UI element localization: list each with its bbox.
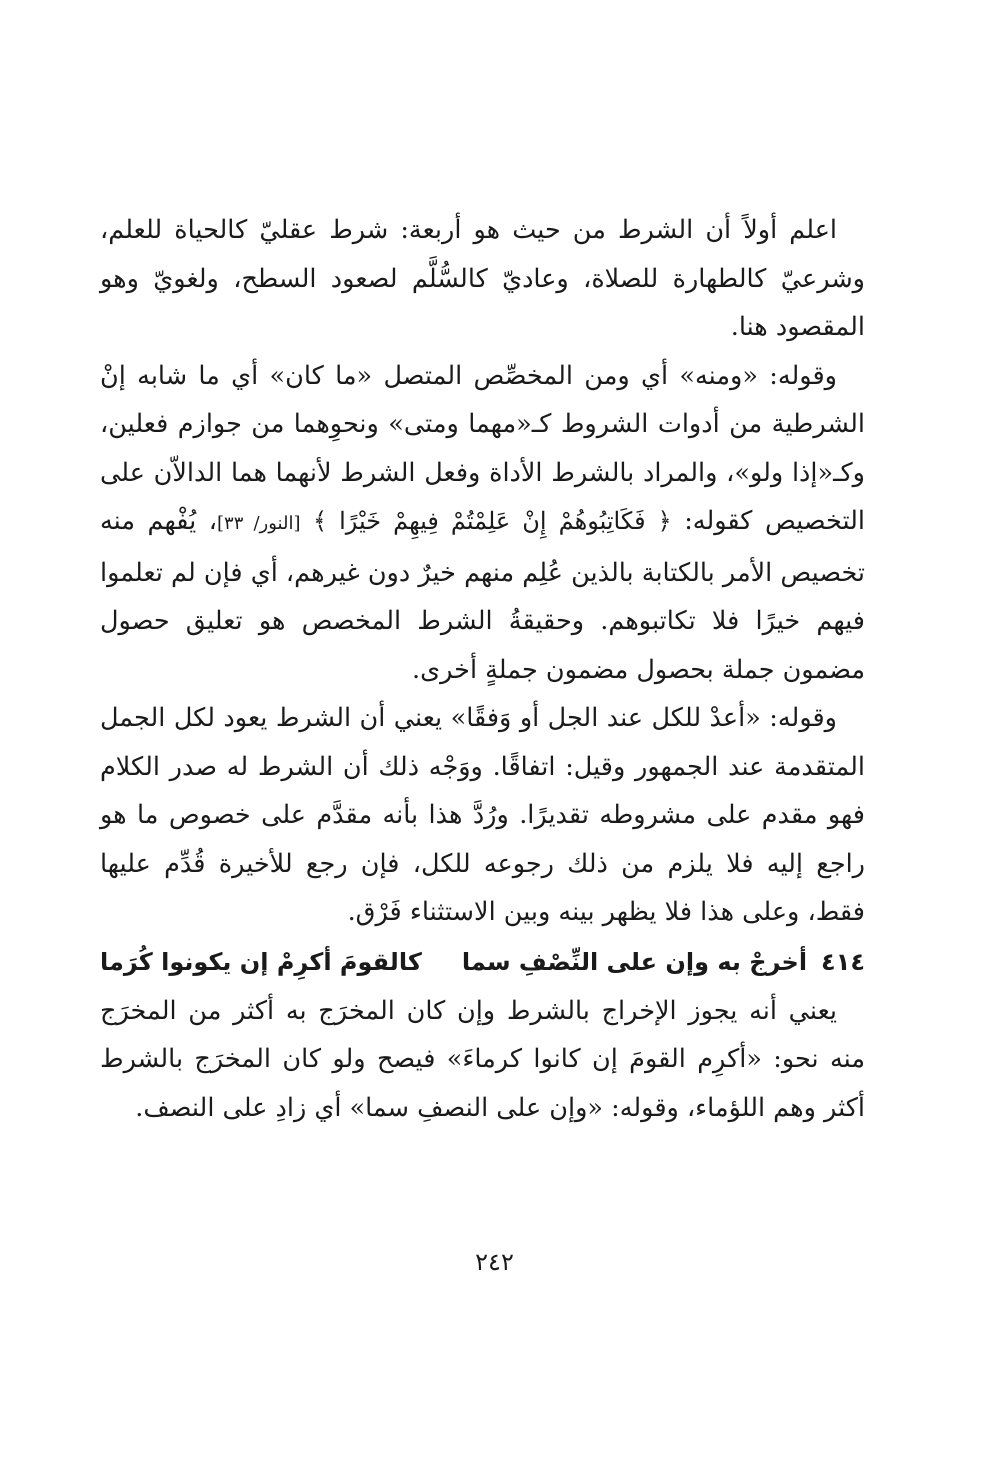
paragraph-text: ، يُفْهم منه تخصيص الأمر بالكتابة بالذين عُلِم منهم خيرٌ دون غيرهم، أي فإن لم تعلموا فيهم خيرًا فلا تكاتبوهم. وحقيقةُ الشرط المخصص هو تعليق حصول مضمون جملة بحصول مضمون جملةٍ أخرى.	[100, 506, 865, 685]
paragraph-verse-commentary: يعني أنه يجوز الإخراج بالشرط وإن كان المخرَج به أكثر من المخرَج منه نحو: «أكرِم القومَ إن كانوا كرماءَ» فيصح ولو كان المخرَج بالشرط أكثر وهم اللؤماء، وقوله: «وإن على النصفِ سما» أي زادِ على النصف.	[100, 995, 865, 1123]
verse-first-hemistich: أخرجْ به وإن على النِّصْفِ سما	[461, 947, 808, 976]
verse-second-hemistich: كالقومَ أكرِمْ إن يكونوا كُرَما	[100, 947, 422, 976]
paragraph-text: وقوله: «ومنه» أي ومن المخصِّص المتصل «ما كان» أي ما شابه إنْ الشرطية من أدوات الشروط كـ«مهما ومتى» ونحوِهما من جوازم فعلين، وكـ«إذا ولو»، والمراد بالشرط الأداة وفعل الشرط لأنهما هما الدالاّن على التخصيص كقوله:	[100, 360, 866, 536]
poem-verse	[100, 937, 865, 987]
quran-verse: ﴿ فَكَاتِبُوهُمْ إِنْ عَلِمْتُمْ فِيهِمْ خَيْرًا ﴾	[313, 507, 672, 535]
page-number: ٢٤٢	[475, 1248, 514, 1276]
verse-number: ٤١٤	[821, 947, 865, 976]
paragraph-condition-return: وقوله: «أعدْ للكل عند الجل أو وَفقًا» يعني أن الشرط يعود لكل الجمل المتقدمة عند الجمهور وقيل: اتفاقًا. ووَجْه ذلك أن الشرط له صدر الكلام فهو مقدم على مشروطه تقديرًا. ورُدَّ هذا بأنه مقدَّم على خصوص ما هو راجع إليه فلا يلزم من ذلك رجوعه للكل، فإن رجع للأخيرة قُدِّم عليها فقط، وعلى هذا فلا يظهر بينه وبين الاستثناء فَرْق.	[100, 703, 865, 927]
paragraph-conditions-types: اعلم أولاً أن الشرط من حيث هو أربعة: شرط عقليّ كالحياة للعلم، وشرعيّ كالطهارة للصلاة، وعاديّ كالسُّلَّم لصعود السطح، ولغويّ وهو المقصود هنا.	[100, 215, 865, 342]
page-body	[100, 206, 865, 1132]
paragraph-connected-specifier	[100, 352, 865, 695]
quran-reference: [النور/ ٣٣]	[217, 513, 301, 534]
